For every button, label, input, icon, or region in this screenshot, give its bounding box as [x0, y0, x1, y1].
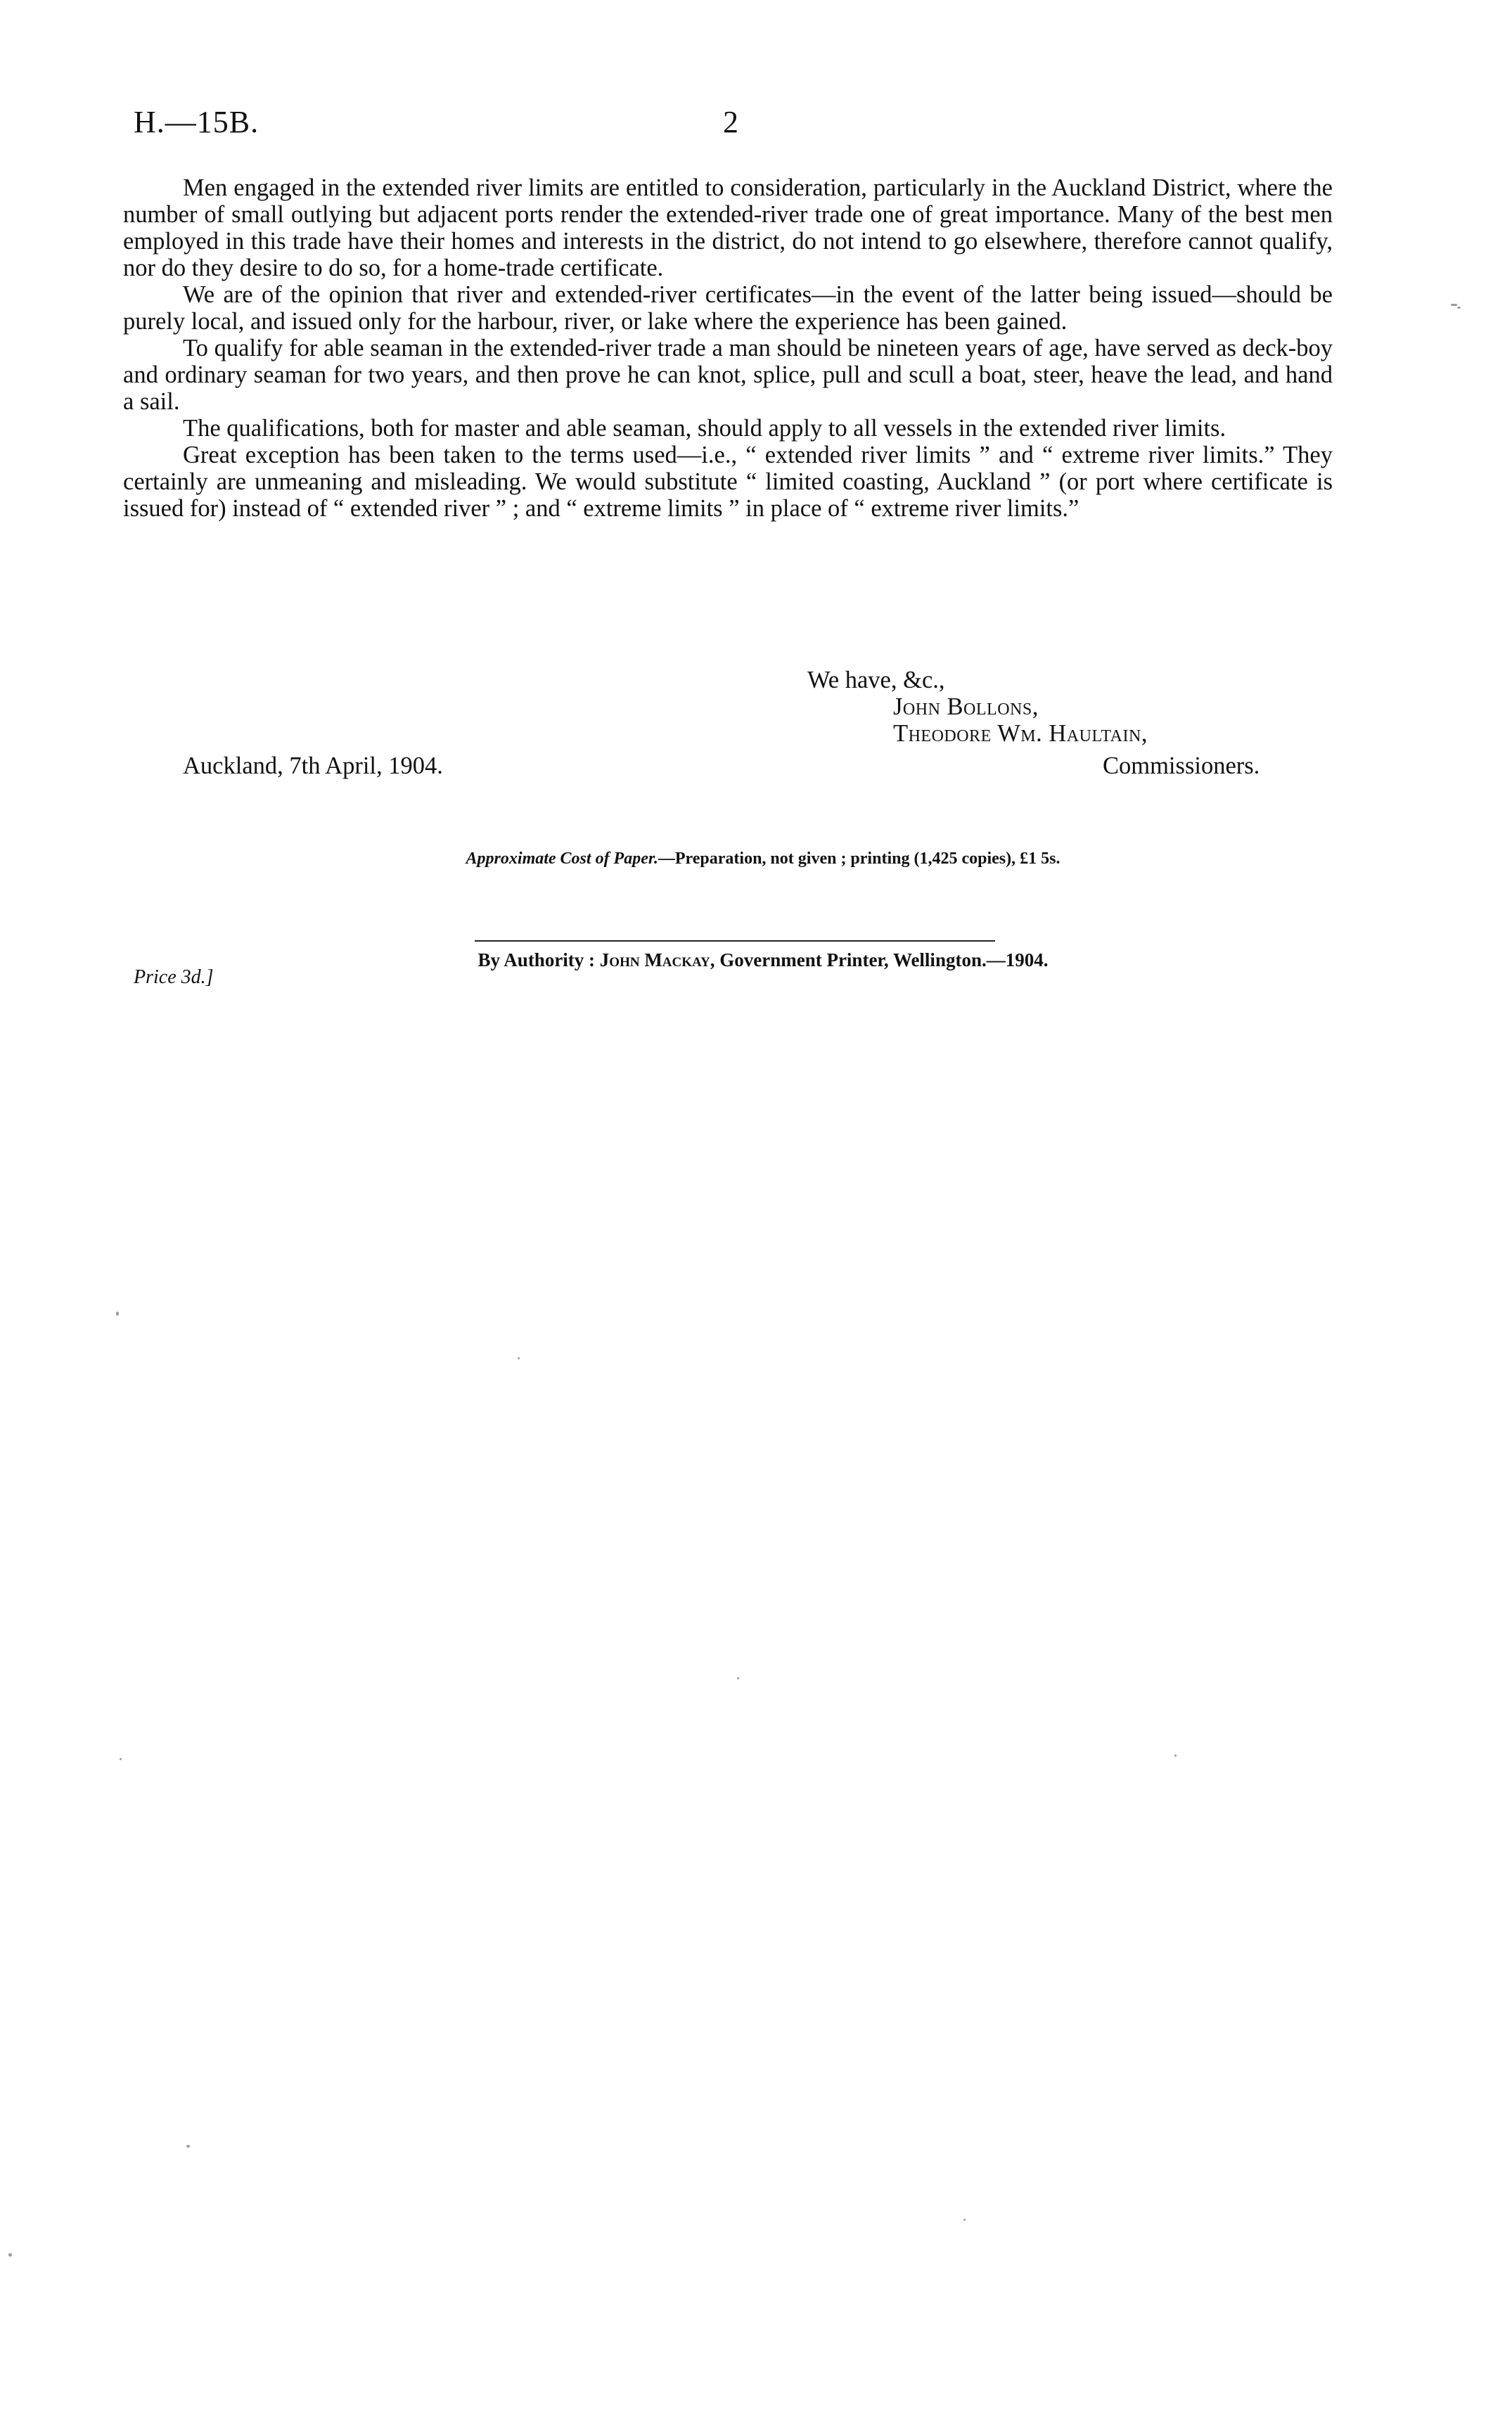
signatory-john-bollons: John Bollons,: [893, 693, 1039, 720]
scan-speck: [116, 1312, 119, 1316]
scan-speck: [963, 2219, 966, 2221]
scan-speck: [1451, 304, 1457, 306]
scan-speck: [737, 1677, 739, 1679]
paragraph-local-certificates: We are of the opinion that river and extended-river certificates—in the event of the latter being issued—should be purely local, and issued only for the harbour, river, or lake where the experience has been gained.: [123, 281, 1333, 335]
scan-speck: [120, 1758, 122, 1760]
scan-speck: [1457, 307, 1461, 309]
scan-speck: [8, 2253, 12, 2257]
authority-rest: Government Printer, Wellington.—1904.: [719, 949, 1049, 970]
page-number: 2: [723, 105, 738, 139]
closing-salutation: We have, &c.,: [807, 667, 945, 693]
printer-name: John Mackay,: [599, 949, 715, 970]
scan-speck: [518, 1357, 520, 1359]
printer-imprint: [0, 949, 1512, 971]
authority-lead: By Authority :: [478, 949, 596, 970]
report-body: [123, 174, 1333, 522]
document-reference: H.—15B.: [134, 105, 260, 139]
paragraph-extended-river-limits: Men engaged in the extended river limits are entitled to consideration, particularly in the Auckland District, where the number of small outlying but adjacent ports render the extended-river trade one of great importance. Many of the best men employed in this trade have their homes and interests in the district, do not intend to go elsewhere, therefore cannot qualify, nor do they desire to do so, for a home-trade certificate.: [123, 174, 1333, 281]
place-and-date: Auckland, 7th April, 1904.: [183, 752, 443, 779]
paragraph-terms-used: Great exception has been taken to the terms used—i.e., “ extended river limits ” and “ extreme river limits.” They certainly are unmeaning and misleading. We would substitute “ limited coasting, Auckland ” (or port where certificate is issued for) instead of “ extended river ” ; and “ extreme limits ” in place of “ extreme river limits.”: [123, 442, 1333, 522]
signatory-theodore-haultain: Theodore Wm. Haultain,: [893, 720, 1148, 747]
scan-speck: [186, 2145, 190, 2148]
paragraph-able-seaman-qualification: To qualify for able seaman in the extended-river trade a man should be nineteen years of age, have served as deck-boy and ordinary seaman for two years, and then prove he can knot, splice, pull and scull a boat, steer, heave the lead, and hand a sail.: [123, 335, 1333, 415]
price-note: Price 3d.]: [134, 966, 214, 988]
footer-rule: [475, 940, 995, 942]
cost-note-lead: Approximate Cost of Paper.: [466, 850, 658, 868]
scan-speck: [1174, 1755, 1177, 1757]
approximate-cost-note: [0, 850, 1512, 868]
cost-note-text: —Preparation, not given ; printing (1,425 copies), £1 5s.: [658, 850, 1061, 868]
paragraph-qualifications-apply: The qualifications, both for master and able seaman, should apply to all vessels in the extended river limits.: [183, 415, 1226, 442]
signatory-title: Commissioners.: [1103, 752, 1260, 779]
